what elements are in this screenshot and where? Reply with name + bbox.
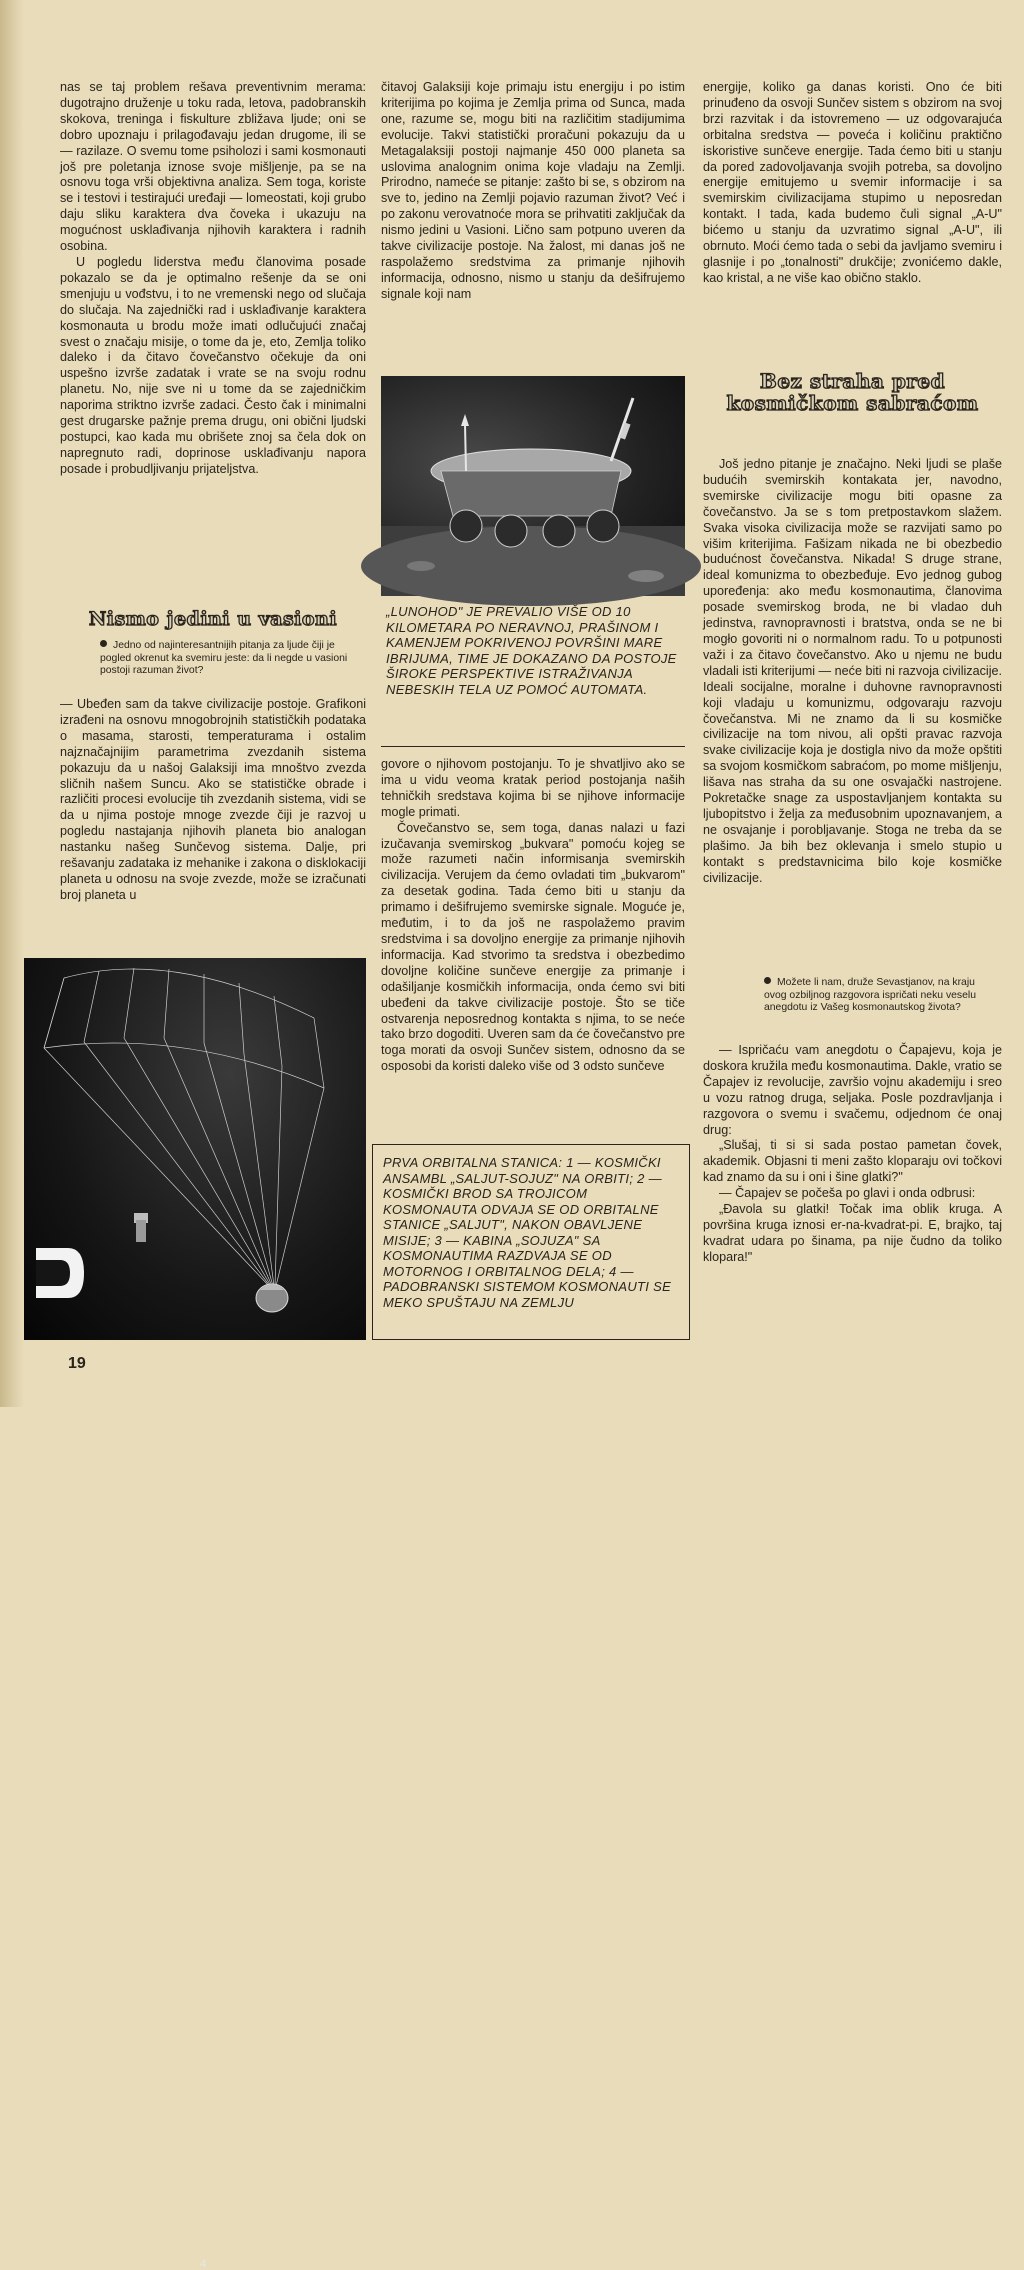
question-2-text: Možete li nam, druže Sevastjanov, na kraju ovog ozbiljnog razgovora ispričati neku veselu anegdotu iz Vašeg kosmonautskog života?	[764, 977, 976, 1014]
column-1-continued	[60, 697, 366, 904]
interview-question-1	[100, 640, 362, 678]
col2-paragraph-1: čitavoj Galaksiji koje primaju istu energiju i po istim kriterijima po kojima je Zemlja prima od Sunca, mada one, razume se, mogu biti na različitim stadijumima evolucije. Takvi statistički proračuni pokazuju da u Metagalaksiji postoji najmanje 450 000 planeta sa uslovima analognim onima koje vladaju na Zemlji. Prirodno, nameće se pitanje: zašto bi se, s obzirom na sve to, jedino na Zemlji pojavio razuman život? Već i po zakonu verovatnoće mora se prihvatiti zaključak da nismo jedini u Vasioni. Lično sam potpuno uveren da takve civilizacije postoje. Na žalost, mi danas još ne raspolažemo sredstvima za primanje njihovih informacija, odnosno, nismo u stanju da dešifrujemo signale koji nam	[381, 80, 685, 301]
section-heading-1: Nismo jedini u vasioni	[88, 608, 338, 630]
col1-paragraph-2: U pogledu liderstva među članovima posade pokazalo se da je optimalno rešenje da se oni smenjuju u vođstvu, i to ne vremenski nego od slučaja do slučaja. Na zajednički rad i usklađivanje karaktera kosmonauta u brodu može imati odlučujući značaj svest o značaju misije, o tome da je, eto, Zemlja toliko daleko i da čitavo čovečanstvo očekuje da oni uspešno izvrše zadatak i vrate se na svoju rodnu planetu. No, nije sve ni u tome da se zajedničkim naporima striktno izvrše zadaci. Često čak i minimalni gest drugarske pažnje prema drugu, oni obični ljudski postupci, kao kada mu obrišete znoj sa čela dok on napregnuto radi, doprinose usklađivanju napora posade i probudljivanju prijateljstva.	[60, 254, 366, 476]
lunokhod-photo-caption: „LUNOHOD" JE PREVALIO VIŠE OD 10 KILOMETARA PO NERAVNOJ, PRAŠINOM I KAMENJEM POKRIVENOJ POVRŠINI MARE IBRIJUMA, TIME JE DOKAZANO DA POSTOJE ŠIROKE PERSPEKTIVE ISTRAŽIVANJA NEBESKIH TELA UZ POMOĆ AUTOMATA.	[386, 604, 677, 697]
column-2-continued	[381, 757, 685, 1075]
col3-paragraph-6: „Đavola su glatki! Točak ima oblik kruga. A površina kruga iznosi er-na-kvadrat-pi. E, brajko, taj kvadrat udara po šinama, pa nije čudno da toliko klopara!"	[703, 1202, 1002, 1264]
col1-paragraph-1: nas se taj problem rešava preventivnim merama: dugotrajno druženje u toku rada, letova, padobranskih skokova, treninga i fiskulture zbližava ljude; oni se dobro upoznaju i prilagođavaju jedan drugome, ili se — razilaze. O svemu tome psiholozi i sami kosmonauti još pre poletanja iznose svoje mišljenje, pa se na osnovu toga vrši objektivna analiza. Sem toga, koriste se i testovi i testirajući uređaji — lomeostati, koji grubo daju sliku karaktera dva čoveka i ukazuju na mogućnost usklađivanja njihovih karaktera i radnih osobina.	[60, 80, 366, 254]
orbital-station-caption: PRVA ORBITALNA STANICA: 1 — KOSMIČKI ANSAMBL „SALJUT-SOJUZ" NA ORBITI; 2 — KOSMIČKI BROD SA TROJICOM KOSMONAUTA ODVAJA SE OD ORBITALNE STANICE „SALJUT", NAKON OBAVLJENE MISIJE; 3 — KABINA „SOJUZA" SA KOSMONAUTIMA RAZDVAJA SE OD MOTORNOG I ORBITALNOG DELA; 4 — PADOBRANSKI SISTEMOM KOSMONAUTI SE MEKO SPUŠTAJU NA ZEMLJU	[383, 1155, 672, 1310]
bullet-icon	[764, 977, 771, 984]
orbital-station-caption-box	[372, 1144, 690, 1340]
lunokhod-drawing	[381, 376, 685, 596]
parachute-drawing	[24, 958, 366, 1340]
question-1-text: Jedno od najinteresantnijih pitanja za ljude čiji je pogled okrenut ka svemiru jeste: da li negde u vasioni postoji razuman život?	[100, 640, 348, 677]
col2-paragraph-3: Čovečanstvo se, sem toga, danas nalazi u fazi izučavanja svemirskog „bukvara" pomoću kojeg se može razumeti način informisanja svemirskih civilizacija. Verujem da ćemo ovladati tim „bukvarom" za desetak godina. Tada ćemo biti u stanju da primamo i dešifrujemo svemirske signale. Moguće je, međutim, i to da još ne raspolažemo pravim sredstvima i sa dovoljno energije za primanje njihovih informacija. Kad stvorimo ta sredstva i obezbedimo dovoljne količine sunčeve energije za primanje i odašiljanje kosmičkih informacija, onda ćemo svi biti ubeđeni da takve civilizacije postoje. Što se tiče ostvarenja neposrednog kontakta s njima, to se neće tako brzo dogoditi. Uveren sam da će čovečanstvo pre toga morati da osvoji Sunčev sistem, odnosno da se osposobi da koristi daleko više od 3 odsto sunčeve	[381, 820, 685, 1074]
col3-paragraph-1: energije, koliko ga danas koristi. Ono će biti prinuđeno da osvoji Sunčev sistem s obzirom na svoj brzi razvitak i da istovremeno — uz odgovarajuća orbitalna sredstva — poveća i količinu praktično iskoristive sunčeve energije. Tada ćemo biti u stanju da pored zadovoljavanja svojih potreba, sa dovoljno energije emitujemo u svemir informacije i sa svemirskim civilizacijama stupimo u neposredan kontakt. I tada, kada budemo čuli signal „A-U" bićemo u stanju da uzvratimo signal „A-U", ili obrnuto. Moći ćemo tada o sebi da javljamo svemiru i glasnije i po „tonalnosti" drukčije; zvonićemo dakle, kao kristal, a ne više kao obično staklo.	[703, 80, 1002, 285]
bullet-icon	[100, 640, 107, 647]
col3-paragraph-5: — Čapajev se počeša po glavi i onda odbrusi:	[719, 1186, 976, 1201]
col2-paragraph-2: govore o njihovom postojanju. To je shvatljivo ako se ima u vidu veoma kratak period postojanja naših tehničkih sredstava kojima bi se njihove informacije mogle primati.	[381, 757, 685, 819]
lunokhod-photo	[381, 376, 685, 596]
interview-question-2	[764, 977, 1000, 1015]
section-heading-2: Bez straha pred kosmičkom sabraćom	[726, 369, 979, 415]
column-1	[60, 80, 366, 478]
col3-paragraph-2: Još jedno pitanje je značajno. Neki ljudi se plaše budućih svemirskih kontakata jer, navodno, svemirske civilizacije mogu biti opasne za čovečanstvo. Ja se s tom pretpostavkom slažem. Svaka visoka civilizacija može se razvijati samo po višim kriterijima. Fašizam nikada ne bi obezbedio budućnost čovečanstva. Nikada! S druge strane, ideal komunizma to obezbeđuje. Evo jednog gubog upoređenja: ako među kosmonautima, članovima posade svemirskog broda, ne bi vladao duh jedinstva, ravnopravnosti i bratstva, onda se ne bi mogło govoriti ni o normalnom radu. To u potpunosti važi i za čitavo čovečanstvo. Ako u njemu ne budu vladali isti kriterijumi — neće biti ni razvoja civilizacije. Ideali socijalne, moralne i duhovne ravnopravnosti koji vladaju u komunizmu, odgovaraju razvoju čovečanstva. Mi ne znamo da li su kosmičke civilizacije na tom nivou, ali opšti pravac razvoja svake civilizacije koja je dostigla nivo da može opštiti sa svojom kosmičkom sabraćom, po mome mišljenju, lišava nas straha da su one osvajački nastrojene. Pokretačke snage za uspostavljanjem kontakta su ljubopitstvo i želja za međusobnim upoznavanjem, a ne osvajanje i porobljavanje. Stoga ne treba da se plašimo. Ja bih bez oklevanja i smelo stupio u kontakt s predstavnicima bilo koje kosmičke civilizacije.	[703, 457, 1002, 885]
figure-part-number: 4	[200, 2258, 207, 2270]
column-3	[703, 80, 1002, 287]
col3-paragraph-4: „Slušaj, ti si si sada postao pametan čovek, akademik. Objasni ti meni zašto kloparaju ovi točkovi kad znamo da su i oni i šine glatki?"	[703, 1138, 1002, 1185]
column-2	[381, 80, 685, 303]
column-3-anecdote	[703, 1043, 1002, 1266]
page-number: 19	[68, 1355, 86, 1372]
column-3-continued	[703, 457, 1002, 886]
page-edge	[0, 0, 24, 1407]
caption-rule	[381, 746, 685, 747]
col3-paragraph-3: — Ispričaću vam anegdotu o Čapajevu, koja je doskora kružila među kosmonautima. Dakle, vratio se Čapajev iz revolucije, završio vojnu akademiju i sreo u vozu ratnog druga, seljaka. Posle pozdravljanja i razgovora o svemu i svačemu, odjednom će onaj drug:	[703, 1043, 1002, 1137]
col1-paragraph-3: — Ubeđen sam da takve civilizacije postoje. Grafikoni izrađeni na osnovu mnogobrojnih statističkih podataka o masama, starosti, temperaturama i ostalim najznačajnijim parametrima zvezdanih sistema pokazuju da u našoj Galaksiji ima mnoštvo zvezda sličnih našem Suncu. Ako se statističke obrade i različiti procesi evolucije tih zvezdanih sistema, vidi se da u njima postoje mnoge zvezde čiji je razvoj u pogledu nastajanja njihovih planeta bio analogan nastanku našeg Sunčevog sistema. Dalje, pri rešavanju zadataka iz mehanike i zakona o disklokaciji planeta u odnosu na svoje zvezde, može se izračunati broj planeta u	[60, 697, 366, 902]
